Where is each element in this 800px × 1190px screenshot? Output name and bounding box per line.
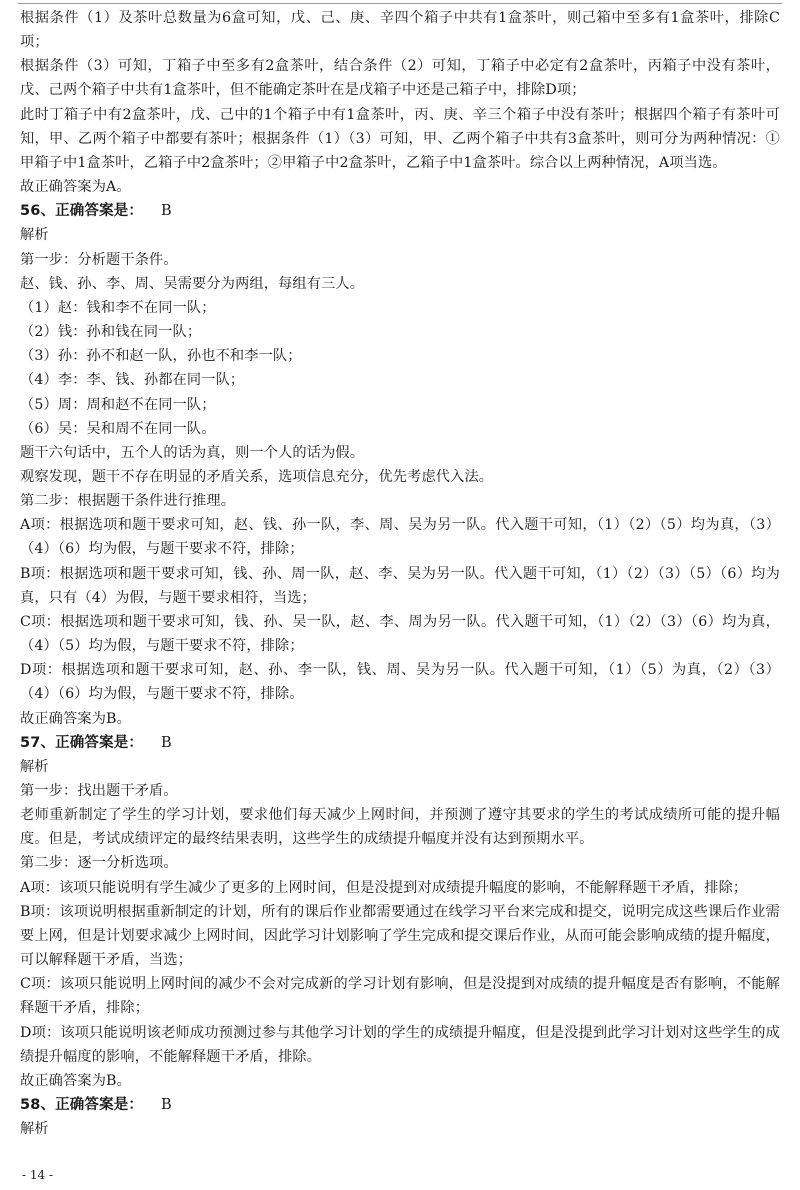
paragraph: C项：该项只能说明上网时间的减少不会对完成新的学习计划有影响，但是没提到对成绩的提升幅度是否有影响，不能解释题干矛盾，排除； xyxy=(20,976,780,1017)
paragraph: 第一步：找出题干矛盾。 xyxy=(20,783,178,799)
paragraph: （2）钱：孙和钱在同一队； xyxy=(20,324,202,341)
page-content xyxy=(20,6,780,1141)
paragraph: （3）孙：孙不和赵一队，孙也不和李一队； xyxy=(20,348,302,365)
paragraph: A项：该项只能说明有学生减少了更多的上网时间，但是没提到对成绩提升幅度的影响，不能解释题干矛盾，排除； xyxy=(20,879,748,896)
paragraph: 题干六句话中，五个人的话为真，则一个人的话为假。 xyxy=(20,444,365,461)
paragraph: 第二步：根据题干条件进行推理。 xyxy=(20,493,236,510)
q56-analysis xyxy=(20,223,780,730)
q56-label: 56、正确答案是： xyxy=(20,203,144,220)
page-number: - 14 - xyxy=(22,1168,54,1182)
paragraph: B项：该项说明根据重新制定的计划，所有的课后作业都需要通过在线学习平台来完成和提交，说明完成这些课后作业需要上网，但是计划要求减少上网时间，因此学习计划影响了学生完成和提交课后作业，从而可能会影响成绩的提升幅度，可以解释题干矛盾，当选； xyxy=(20,903,780,969)
q57-answer: B xyxy=(161,734,172,751)
paragraph: 赵、钱、孙、李、周、吴需要分为两组，每组有三人。 xyxy=(20,275,365,292)
paragraph: （1）赵：钱和李不在同一队； xyxy=(20,299,216,316)
paragraph: 第一步：分析题干条件。 xyxy=(20,251,178,268)
q58-answer: B xyxy=(161,1097,172,1114)
paragraph: 解析 xyxy=(20,1121,49,1138)
paragraph: 第二步：逐一分析选项。 xyxy=(20,855,178,872)
q57-heading xyxy=(20,731,780,755)
paragraph: 解析 xyxy=(20,227,49,244)
paragraph: A项：根据选项和题干要求可知，赵、钱、孙一队，李、周、吴为另一队。代入题干可知，（1）（2）（5）均为真，（3）（4）（6）均为假，与题干要求不符，排除； xyxy=(20,517,780,558)
paragraph: 老师重新制定了学生的学习计划，要求他们每天减少上网时间，并预测了遵守其要求的学生的考试成绩所可能的提升幅度。但是，考试成绩评定的最终结果表明，这些学生的成绩提升幅度并没有达到预期水平。 xyxy=(20,807,780,848)
paragraph: 观察发现，题干不存在明显的矛盾关系，选项信息充分，优先考虑代入法。 xyxy=(20,468,494,485)
q58-analysis xyxy=(20,1117,780,1141)
q55-analysis-tail xyxy=(20,6,780,199)
paragraph: 此时丁箱子中有2盒茶叶，戊、己中的1个箱子中有1盒茶叶，丙、庚、辛三个箱子中没有茶叶；根据四个箱子有茶叶可知，甲、乙两个箱子中都要有茶叶；根据条件（1）（3）可知，甲、乙两个箱子中共有3盒茶叶，则可分为两种情况：①甲箱子中1盒茶叶，乙箱子中2盒茶叶；②甲箱子中2盒茶叶，乙箱子中1盒茶叶。综合以上两种情况，A项当选。 xyxy=(20,106,780,171)
paragraph: 故正确答案为A。 xyxy=(20,179,131,196)
paragraph: （6）吴：吴和周不在同一队。 xyxy=(20,420,216,437)
paragraph: D项：该项只能说明该老师成功预测过参与其他学习计划的学生的成绩提升幅度，但是没提到此学习计划对这些学生的成绩提升幅度的影响，不能解释题干矛盾，排除。 xyxy=(20,1024,780,1065)
header-rule xyxy=(18,3,782,4)
paragraph: 根据条件（3）可知，丁箱子中至多有2盒茶叶，结合条件（2）可知，丁箱子中必定有2盒茶叶，丙箱子中没有茶叶，戊、己两个箱子中共有1盒茶叶，但不能确定茶叶在是戊箱子中还是己箱子中，排除D项； xyxy=(20,58,780,99)
paragraph: 根据条件（1）及茶叶总数量为6盒可知，戊、己、庚、辛四个箱子中共有1盒茶叶，则己箱中至多有1盒茶叶，排除C项； xyxy=(20,10,780,51)
paragraph: 故正确答案为B。 xyxy=(20,1072,131,1089)
q58-heading xyxy=(20,1093,780,1117)
paragraph: C项：根据选项和题干要求可知，钱、孙、吴一队，赵、李、周为另一队。代入题干可知，（1）（2）（3）（6）均为真，（4）（5）均为假，与题干要求不符，排除； xyxy=(20,613,780,655)
paragraph: 故正确答案为B。 xyxy=(20,710,131,727)
paragraph: 解析 xyxy=(20,758,49,775)
q57-label: 57、正确答案是： xyxy=(20,734,144,751)
paragraph: B项：根据选项和题干要求可知，钱、孙、周一队，赵、李、吴为另一队。代入题干可知，（1）（2）（3）（5）（6）均为真，只有（4）为假，与题干要求相符，当选； xyxy=(20,565,780,606)
paragraph: （4）李：李、钱、孙都在同一队； xyxy=(20,372,245,389)
q58-label: 58、正确答案是： xyxy=(20,1097,144,1114)
q56-heading xyxy=(20,199,780,223)
q57-analysis xyxy=(20,755,780,1093)
paragraph: D项：根据选项和题干要求可知，赵、孙、李一队，钱、周、吴为另一队。代入题干可知，（1）（5）为真，（2）（3）（4）（6）均为假，与题干要求不符，排除。 xyxy=(20,662,780,703)
paragraph: （5）周：周和赵不在同一队； xyxy=(20,396,216,413)
q56-answer: B xyxy=(161,203,172,220)
